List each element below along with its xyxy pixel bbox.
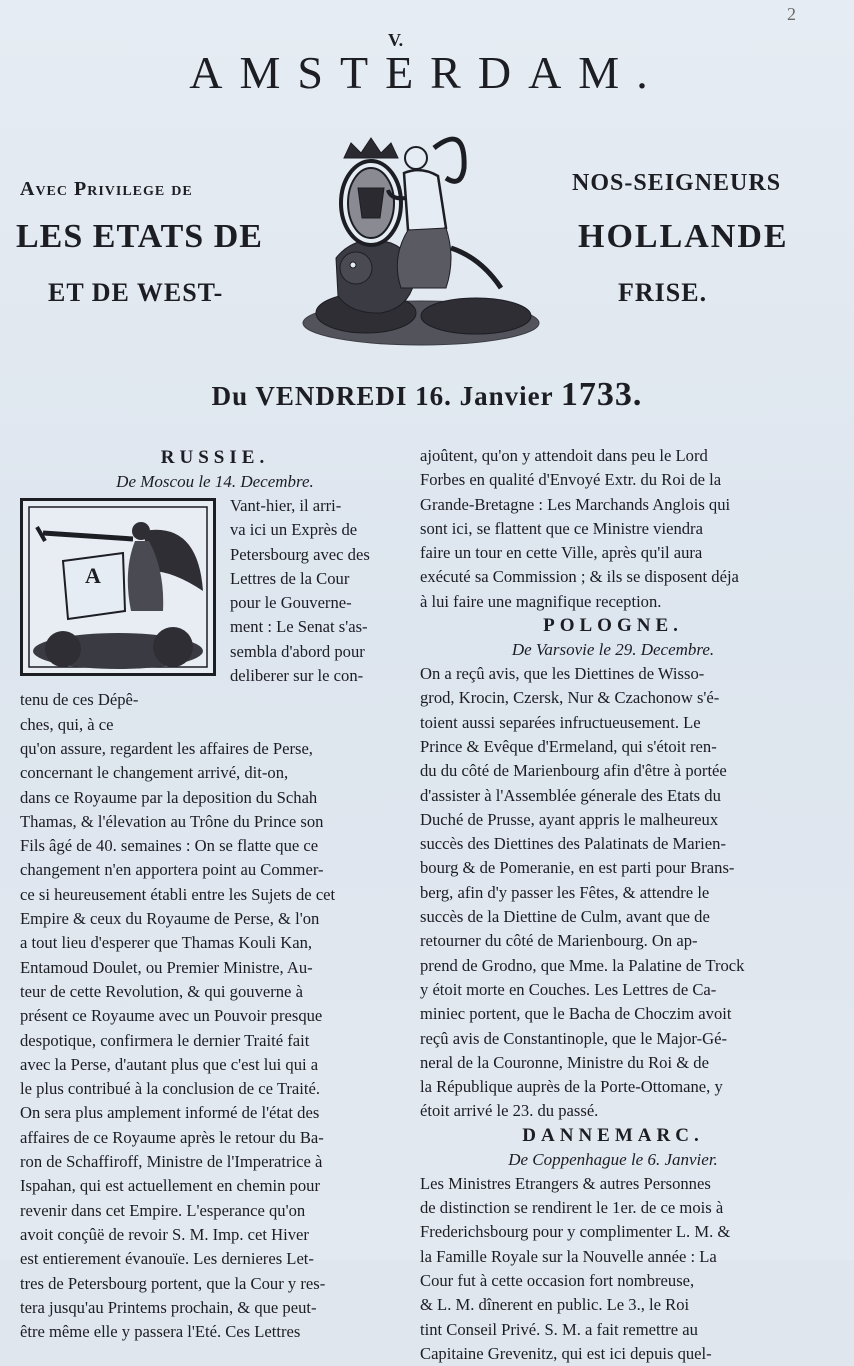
text-line: Frederichsbourg pour y complimenter L. M. &	[420, 1222, 731, 1242]
text-line: la République auprès de la Porte-Ottomane, y	[420, 1077, 723, 1097]
issue-dateline	[0, 376, 854, 414]
privilege-left-line3: ET DE WEST-	[48, 278, 224, 307]
dateline-text: Du VENDREDI 16. Janvier	[211, 381, 554, 411]
text-line: toient aussi separées infructueusement. Le	[420, 712, 701, 732]
text-line: On sera plus amplement informé de l'état des	[20, 1103, 320, 1123]
text-line: Entamoud Doulet, ou Premier Ministre, Au-	[20, 957, 313, 977]
privilege-right-line2: HOLLANDE	[578, 218, 789, 255]
text-line: ce si heureusement établi entre les Sujets de cet	[20, 884, 336, 904]
text-line: Ispahan, qui est actuellement en chemin pour	[20, 1176, 320, 1196]
section-title-pologne: POLOGNE.	[543, 615, 683, 637]
text-line: affaires de ce Royaume après le retour du Ba-	[20, 1127, 324, 1147]
dateline-moscou: De Moscou le 14. Decembre.	[116, 472, 314, 491]
privilege-right-line3: FRISE.	[618, 278, 708, 307]
text-line: prend de Grodno, que Mme. la Palatine de Trock	[420, 955, 745, 975]
text-line: berg, afin d'y passer les Fêtes, & attendre le	[420, 882, 710, 902]
text-line: succès des Diettines des Palatinats de Marien-	[420, 834, 726, 854]
text-line: neral de la Couronne, Ministre du Roi & de	[420, 1052, 709, 1072]
dropcap-angel-figure	[23, 501, 213, 673]
privilege-left-line2: LES ETATS DE	[16, 218, 263, 255]
text-line: sembla d'abord pour	[230, 641, 365, 661]
text-line: présent ce Royaume avec un Pouvoir presque	[20, 1006, 323, 1026]
text-line: deliberer sur le con-	[230, 666, 364, 686]
dateline-year: 1733.	[560, 376, 643, 413]
dropcap-illustration	[20, 498, 216, 676]
text-line: teur de cette Revolution, & qui gouverne à	[20, 981, 303, 1001]
text-line: à lui faire une magnifique reception.	[420, 591, 662, 611]
text-line: de distinction se rendirent le 1er. de ce mois à	[420, 1198, 724, 1218]
text-line: Thamas, & l'élevation au Trône du Prince son	[20, 811, 324, 831]
text-line: dans ce Royaume par la deposition du Schah	[20, 787, 318, 807]
text-line: tres de Petersbourg portent, que la Cour y res-	[20, 1273, 326, 1293]
text-line: exécuté sa Commission ; & ils se disposent déja	[420, 567, 739, 587]
text-line: bourg & de Pomeranie, en est parti pour Brans-	[420, 858, 735, 878]
page-corner-number: 2	[787, 4, 796, 24]
text-line: faire un tour en cette Ville, après qu'il aura	[420, 543, 703, 563]
text-line: qu'on assure, regardent les affaires de Perse,	[20, 738, 313, 758]
text-line: avoit conçûë de revoir S. M. Imp. cet Hiver	[20, 1224, 309, 1244]
left-column	[20, 446, 410, 1344]
text-line: être même elle y passera l'Eté. Ces Lettres	[20, 1322, 301, 1342]
text-line: Petersbourg avec des	[230, 544, 370, 564]
text-line: succès de la Diettine de Culm, avant que de	[420, 907, 710, 927]
text-line: tint Conseil Privé. S. M. a fait remettre au	[420, 1319, 698, 1339]
text-line: Cour fut à cette occasion fort nombreuse,	[420, 1270, 695, 1290]
text-line: la Famille Royale sur la Nouvelle année : La	[420, 1246, 717, 1266]
text-line: avec la Perse, d'autant plus que c'est lui qui a	[20, 1054, 319, 1074]
text-line: sont ici, se flattent que ce Ministre viendra	[420, 518, 703, 538]
text-line: le plus contribué à la conclusion de ce Traité.	[20, 1079, 320, 1099]
text-line: miniec portent, que le Bacha de Choczim avoit	[420, 1004, 732, 1024]
text-line: y étoit morte en Couches. Les Lettres de Ca-	[420, 979, 717, 999]
text-line: retourner du côté de Marienbourg. On ap-	[420, 931, 698, 951]
text-line: tenu de ces Dépê-	[20, 690, 139, 710]
text-line: Lettres de la Cour	[230, 568, 350, 588]
text-line: revenir dans cet Empire. L'esperance qu'on	[20, 1200, 306, 1220]
text-line: ron de Schaffiroff, Ministre de l'Imperatrice à	[20, 1152, 323, 1172]
text-line: Les Ministres Etrangers & autres Personnes	[420, 1173, 711, 1193]
text-line: Vant-hier, il arri-	[230, 496, 342, 515]
text-line: concernant le changement arrivé, dit-on,	[20, 763, 289, 783]
text-line: On a reçû avis, que les Diettines de Wisso-	[420, 664, 705, 684]
article-russie-continued	[420, 444, 806, 614]
text-line: changement n'en apportera point au Commer-	[20, 860, 324, 880]
text-line: du du côté de Marienbourg afin d'être à portée	[420, 761, 727, 781]
text-line: Forbes en qualité d'Envoyé Extr. du Roi de la	[420, 470, 722, 490]
text-line: Capitaine Grevenitz, qui est ici depuis quel-	[420, 1343, 712, 1363]
text-line: va ici un Exprès de	[230, 520, 358, 540]
privilege-right-line1: NOS-SEIGNEURS	[572, 170, 782, 196]
text-line: pour le Gouverne-	[230, 593, 352, 613]
text-line: Grande-Bretagne : Les Marchands Anglois qui	[420, 494, 731, 514]
masthead-title: AMSTERDAM.	[189, 47, 665, 98]
volume-mark: V.	[388, 30, 404, 50]
text-line: ches, qui, à ce	[20, 714, 114, 734]
section-title-dannemarc: DANNEMARC.	[522, 1124, 704, 1146]
dropcap-letter: A	[85, 563, 101, 588]
article-dannemarc-body	[420, 1172, 806, 1366]
text-line: a tout lieu d'esperer que Thamas Kouli Kan,	[20, 933, 313, 953]
article-pologne-body	[420, 662, 806, 1124]
text-line: & L. M. dînerent en public. Le 3., le Roi	[420, 1295, 690, 1315]
text-line: reçû avis de Constantinople, que le Major-Gé-	[420, 1028, 728, 1048]
text-line: ajoûtent, qu'on y attendoit dans peu le Lord	[420, 446, 708, 465]
text-line: ment : Le Senat s'as-	[230, 617, 368, 637]
text-line: Duché de Prusse, ayant appris le malheureux	[420, 809, 719, 829]
text-line: tera jusqu'au Printems prochain, & que peut-	[20, 1297, 317, 1317]
text-line: grod, Krocin, Czersk, Nur & Czachonow s'é-	[420, 688, 720, 708]
text-line: Fils âgé de 40. semaines : On se flatte que ce	[20, 836, 319, 856]
text-line: Prince & Evêque d'Ermeland, qui s'étoit ren-	[420, 736, 717, 756]
text-line: est entierement évanouïe. Les dernieres Let-	[20, 1249, 314, 1269]
coat-of-arms-emblem	[296, 118, 546, 350]
privilege-left-line1: Avec Privilege de	[20, 178, 193, 200]
text-line: despotique, confirmera le dernier Traité fait	[20, 1030, 310, 1050]
right-column	[420, 444, 806, 1366]
text-line: d'assister à l'Assemblée génerale des Etats du	[420, 785, 721, 805]
dateline-coppenhague: De Coppenhague le 6. Janvier.	[508, 1149, 718, 1169]
text-line: étoit arrivé le 23. du passé.	[420, 1101, 599, 1121]
section-title-russie: RUSSIE.	[160, 447, 270, 468]
text-line: Empire & ceux du Royaume de Perse, & l'on	[20, 909, 320, 929]
dateline-varsovie: De Varsovie le 29. Decembre.	[511, 640, 715, 660]
